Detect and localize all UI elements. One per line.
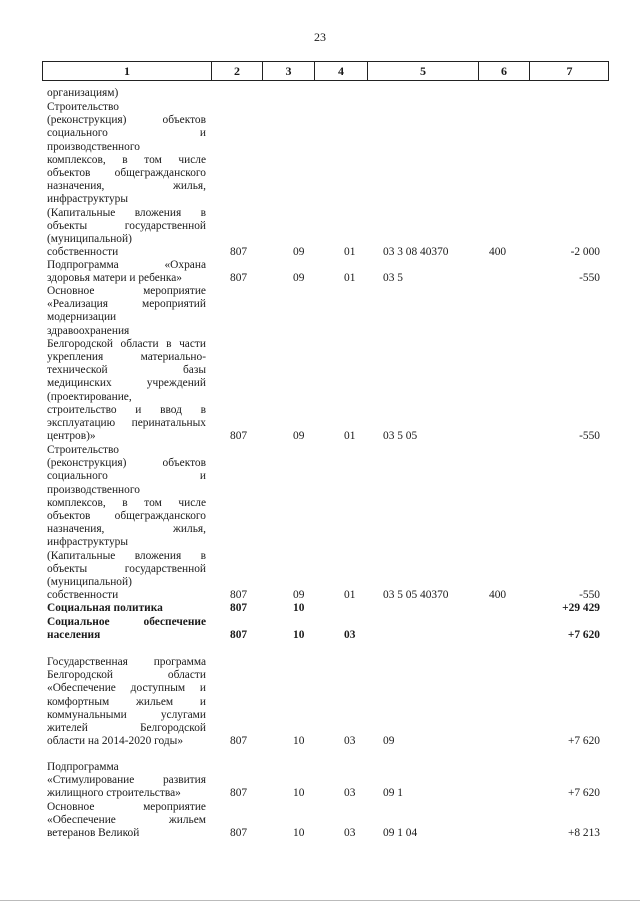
description-line: Основное мероприятие: [47, 285, 206, 297]
description-line: «Стимулирование развития: [47, 774, 206, 787]
cell-c2: 807: [230, 827, 248, 840]
description-line: Белгородской области в части: [47, 337, 206, 350]
cell-c7: +7 620: [567, 735, 600, 748]
description-line: укрепления материально-: [47, 350, 206, 363]
cell-c3: 10: [293, 787, 305, 800]
description-line: «Реализация мероприятий: [47, 298, 206, 311]
cell-c4: 01: [344, 589, 356, 602]
row-description: [47, 656, 206, 748]
cell-c3: 09: [293, 430, 305, 443]
cell-c3: 10: [293, 629, 305, 642]
description-line: модернизации: [47, 311, 117, 324]
header-col-1: 1: [43, 62, 212, 80]
header-col-5: 5: [368, 62, 479, 80]
cell-c7: +7 620: [567, 629, 600, 642]
header-col-4: 4: [315, 62, 368, 80]
row-description: [47, 761, 206, 801]
cell-c4: 03: [344, 735, 356, 748]
description-line: объектов общегражданского: [47, 509, 206, 522]
description-line: (реконструкция) объектов: [47, 457, 206, 470]
cell-c7: +7 620: [567, 787, 600, 800]
row-description: [47, 87, 206, 100]
header-col-2: 2: [212, 62, 263, 80]
cell-c3: 09: [293, 272, 305, 285]
description-line: социального и: [47, 127, 206, 140]
description-line: Строительство: [47, 101, 119, 113]
cell-c5: 09: [383, 735, 395, 748]
description-line: назначения, жилья,: [47, 180, 206, 193]
cell-c2: 807: [230, 735, 248, 748]
description-line: коммунальными услугами: [47, 708, 206, 721]
description-line: Подпрограмма «Охрана: [47, 259, 206, 271]
description-line: комплексов, в том числе: [47, 153, 206, 166]
description-line: комплексов, в том числе: [47, 496, 206, 509]
description-line: строительство и ввод в: [47, 403, 206, 416]
cell-c4: 03: [344, 629, 356, 642]
header-col-6: 6: [479, 62, 530, 80]
cell-c5: 03 5: [383, 272, 403, 285]
description-line: инфраструктуры: [47, 193, 128, 206]
description-line: собственности: [47, 589, 119, 602]
cell-c5: 03 5 05 40370: [383, 589, 449, 602]
row-description: [47, 444, 206, 602]
cell-c2: 807: [230, 272, 248, 285]
description-line: инфраструктуры: [47, 536, 128, 549]
cell-c4: 03: [344, 787, 356, 800]
cell-c3: 10: [293, 735, 305, 748]
description-line: Социальное обеспечение: [47, 616, 206, 628]
header-col-3: 3: [263, 62, 315, 80]
cell-c4: 01: [344, 430, 356, 443]
row-description: [47, 285, 206, 443]
description-line: (проектирование,: [47, 390, 132, 403]
description-line: (муниципальной): [47, 575, 132, 588]
cell-c7: +29 429: [562, 602, 600, 614]
cell-c7: +8 213: [567, 827, 600, 840]
cell-c6: 400: [489, 589, 507, 602]
cell-c5: 03 5 05: [383, 430, 418, 443]
row-description: [47, 101, 206, 259]
header-col-7: 7: [566, 64, 573, 78]
description-line: комфортным жильем и: [47, 695, 206, 708]
cell-c7: -550: [579, 589, 600, 602]
cell-c5: 09 1: [383, 787, 403, 800]
cell-c2: 807: [230, 589, 248, 602]
cell-c5: 03 3 08 40370: [383, 246, 449, 259]
cell-c2: 807: [230, 246, 248, 259]
cell-c4: 01: [344, 272, 356, 285]
cell-c2: 807: [230, 787, 248, 800]
cell-c2: 807: [230, 629, 248, 642]
row-description: [47, 259, 206, 285]
cell-c3: 09: [293, 589, 305, 602]
cell-c7: -550: [579, 430, 600, 443]
table-header: [42, 61, 609, 81]
description-line: ветеранов Великой: [47, 827, 140, 840]
description-line: назначения, жилья,: [47, 523, 206, 536]
description-line: производственного: [47, 483, 140, 496]
description-line: области на 2014-2020 годы»: [47, 735, 184, 748]
cell-c7: -550: [579, 272, 600, 285]
description-line: Строительство: [47, 444, 119, 456]
description-line: производственного: [47, 140, 140, 153]
cell-c3: 10: [293, 827, 305, 840]
description-line: населения: [47, 629, 101, 642]
cell-c3: 10: [293, 602, 305, 614]
cell-c5: 09 1 04: [383, 827, 418, 840]
row-description: [47, 801, 206, 841]
description-line: «Обеспечение жильем: [47, 814, 206, 827]
cell-c7: -2 000: [570, 246, 600, 259]
cell-c4: 01: [344, 246, 356, 259]
cell-c4: 03: [344, 827, 356, 840]
description-line: жителей Белгородской: [47, 721, 206, 734]
description-line: (Капитальные вложения в: [47, 206, 206, 219]
description-line: (муниципальной): [47, 232, 132, 245]
page-bottom-rule: [0, 900, 640, 901]
cell-c2: 807: [230, 602, 248, 614]
description-line: медицинских учреждений: [47, 377, 206, 390]
description-line: Белгородской области: [47, 669, 206, 682]
description-line: эксплуатацию перинатальных: [47, 416, 206, 429]
description-line: объектов общегражданского: [47, 166, 206, 179]
description-line: Государственная программа: [47, 656, 206, 668]
description-line: организациям): [47, 87, 119, 99]
description-line: объекты государственной: [47, 562, 206, 575]
description-line: жилищного строительства»: [47, 787, 181, 800]
description-line: «Обеспечение доступным и: [47, 682, 206, 695]
cell-c6: 400: [489, 246, 507, 259]
description-line: Подпрограмма: [47, 761, 119, 773]
row-description: [47, 602, 206, 615]
description-line: социального и: [47, 470, 206, 483]
page-number: 23: [314, 30, 326, 44]
description-line: Основное мероприятие: [47, 801, 206, 813]
description-line: (реконструкция) объектов: [47, 114, 206, 127]
description-line: Социальная политика: [47, 602, 163, 614]
cell-c2: 807: [230, 430, 248, 443]
row-description: [47, 616, 206, 642]
description-line: объекты государственной: [47, 219, 206, 232]
description-line: собственности: [47, 246, 119, 259]
description-line: технической базы: [47, 364, 206, 377]
description-line: центров)»: [47, 430, 96, 443]
description-line: здоровья матери и ребенка»: [47, 272, 183, 285]
description-line: здравоохранения: [47, 324, 130, 337]
description-line: (Капитальные вложения в: [47, 549, 206, 562]
cell-c3: 09: [293, 246, 305, 259]
